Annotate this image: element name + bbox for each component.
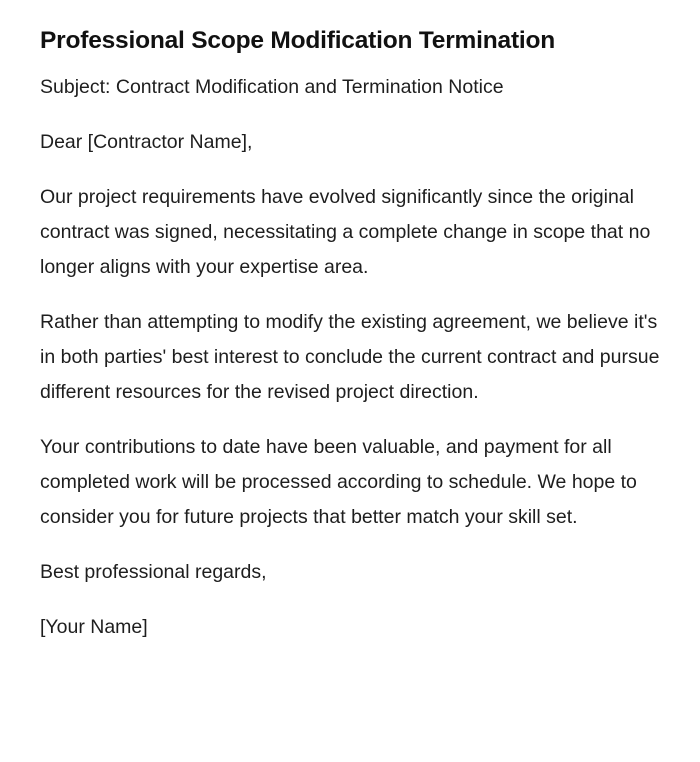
signature: [Your Name] <box>40 616 148 638</box>
closing: Best professional regards, <box>40 561 267 583</box>
greeting: Dear [Contractor Name], <box>40 131 253 153</box>
subject-line: Subject: Contract Modification and Termination Notice <box>40 76 504 98</box>
body-paragraph-1: Our project requirements have evolved significantly since the original contract was signed, necessitating a complete change in scope that no longer aligns with your expertise area. <box>40 186 651 278</box>
body-paragraph-3: Your contributions to date have been valuable, and payment for all completed work will be processed according to schedule. We hope to consider you for future projects that better match your skill set. <box>40 436 637 528</box>
document-title: Professional Scope Modification Termination <box>40 27 556 54</box>
body-paragraph-2: Rather than attempting to modify the existing agreement, we believe it's in both parties' best interest to conclude the current contract and pursue different resources for the revised project direction. <box>40 311 660 403</box>
